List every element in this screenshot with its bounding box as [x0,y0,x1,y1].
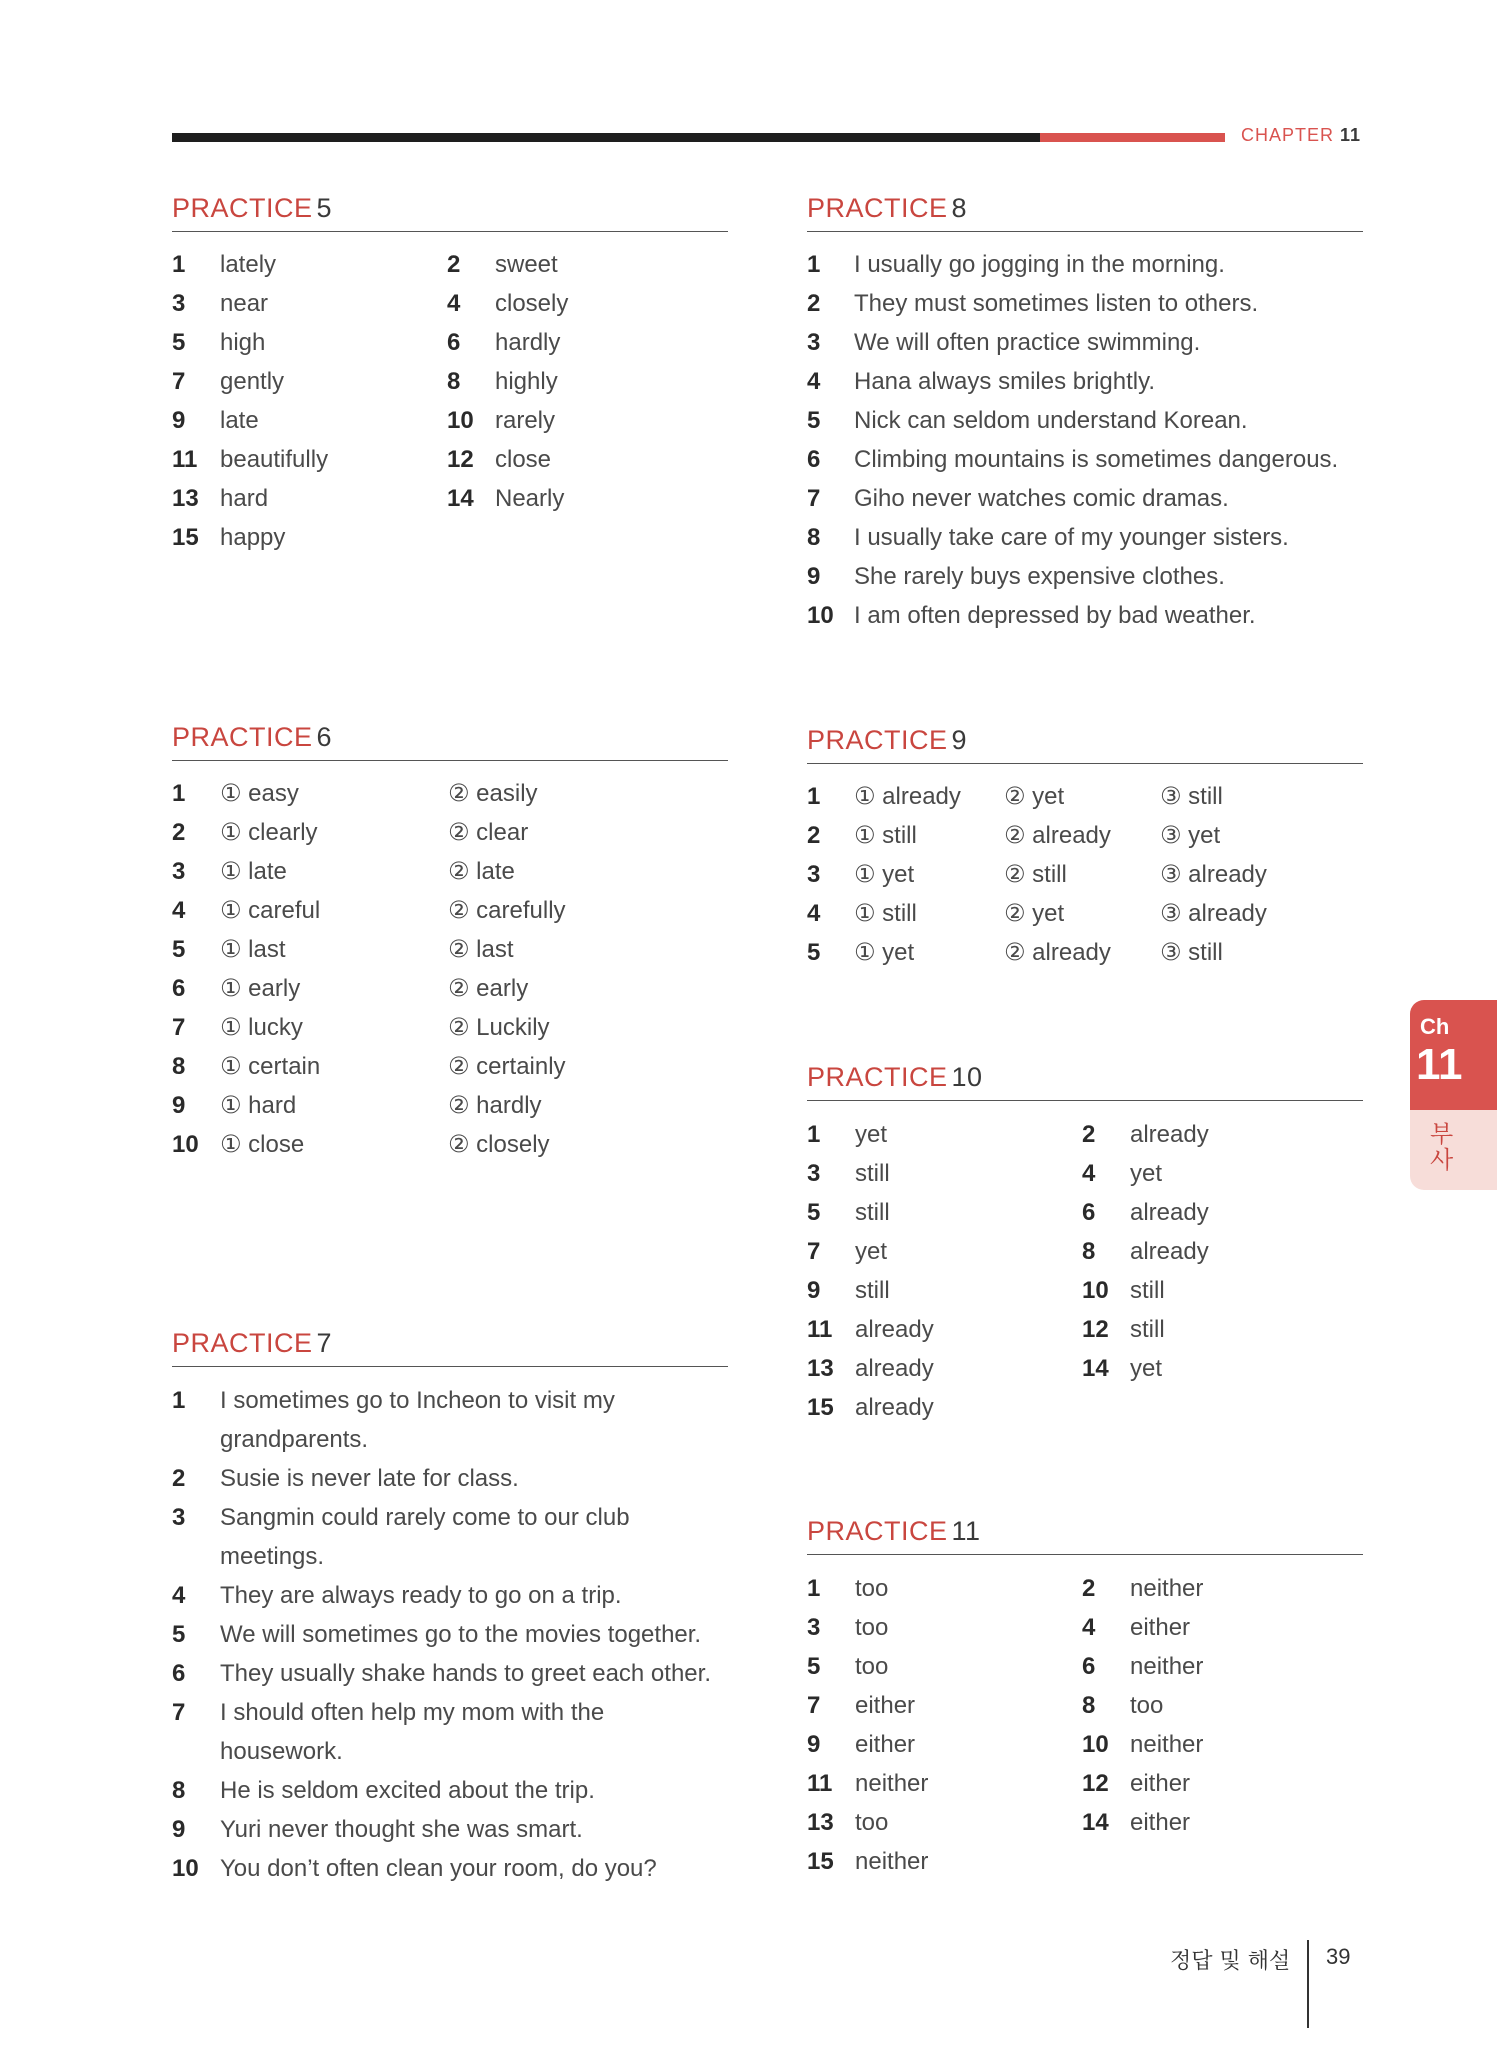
answer-text: either [855,1731,916,1758]
section-title-p10 [807,1062,983,1093]
item-number: 5 [172,329,186,356]
chapter-number: 11 [1340,125,1362,145]
choice-2: ② easily [448,780,538,807]
item-number: 11 [172,446,198,473]
item-number: 2 [807,822,821,849]
section-title-number: 5 [316,193,333,223]
answer-text: either [855,1692,916,1719]
choice-1: ① yet [854,939,915,966]
item-number: 3 [172,858,186,885]
item-number: 6 [807,446,821,473]
section-title-p5 [172,193,332,224]
sentence-line: grandparents. [220,1426,369,1453]
item-number: 1 [807,251,821,278]
item-number: 1 [807,1121,821,1148]
sentence-line: They usually shake hands to greet each other. [220,1660,711,1687]
item-number: 9 [172,1816,186,1843]
item-number: 1 [172,251,186,278]
answer-text: already [1130,1121,1209,1148]
sentence-line: I sometimes go to Incheon to visit my [220,1387,615,1414]
section-title-p11 [807,1516,981,1547]
answer-text: neither [1130,1731,1204,1758]
item-number: 6 [447,329,461,356]
choice-3: ③ still [1160,939,1223,966]
choice-2: ② clear [448,819,529,846]
answer-text: already [855,1355,934,1382]
item-number: 5 [807,1653,821,1680]
chapter-tab-ch: Ch [1420,1014,1450,1039]
item-number: 6 [1082,1199,1096,1226]
choice-1: ① last [220,936,286,963]
answer-text: high [220,329,266,356]
choice-2: ② closely [448,1131,550,1158]
choice-1: ① hard [220,1092,297,1119]
item-number: 2 [1082,1121,1096,1148]
sentence: She rarely buys expensive clothes. [854,563,1225,590]
section-title-number: 7 [316,1328,333,1358]
section-title-number: 9 [951,725,968,755]
answer-text: beautifully [220,446,329,473]
header-bar-dark [172,133,1040,142]
sentence: They must sometimes listen to others. [854,290,1259,317]
choice-3: ③ yet [1160,822,1221,849]
choice-2: ② certainly [448,1053,566,1080]
item-number: 8 [172,1053,186,1080]
section-rule-p8 [807,231,1363,232]
choice-2: ② yet [1004,900,1065,927]
answer-text: still [855,1199,890,1226]
choice-2: ② already [1004,822,1111,849]
section-title-number: 8 [951,193,968,223]
choice-1: ① early [220,975,301,1002]
item-number: 9 [807,1731,821,1758]
sentence-line: You don’t often clean your room, do you? [220,1855,657,1882]
item-number: 8 [172,1777,186,1804]
sentence-line: Yuri never thought she was smart. [220,1816,583,1843]
sentence-line: We will sometimes go to the movies together. [220,1621,702,1648]
answer-text: closely [495,290,569,317]
answer-text: yet [1130,1355,1163,1382]
item-number: 14 [1082,1355,1109,1382]
answer-text: already [855,1394,934,1421]
item-number: 15 [807,1848,834,1875]
item-number: 1 [172,780,186,807]
answer-text: already [1130,1238,1209,1265]
answer-text: neither [1130,1653,1204,1680]
item-number: 9 [807,1277,821,1304]
item-number: 10 [1082,1277,1109,1304]
answer-text: still [1130,1316,1165,1343]
item-number: 4 [172,1582,186,1609]
choice-1: ① easy [220,780,299,807]
answer-text: either [1130,1809,1191,1836]
sentence: I am often depressed by bad weather. [854,602,1256,629]
item-number: 11 [807,1316,833,1343]
item-number: 3 [172,290,186,317]
choice-2: ② late [448,858,515,885]
section-title-number: 10 [951,1062,983,1092]
answer-text: still [1130,1277,1165,1304]
section-rule-p5 [172,231,728,232]
section-rule-p11 [807,1554,1363,1555]
choice-2: ② already [1004,939,1111,966]
item-number: 9 [172,1092,186,1119]
item-number: 1 [807,783,821,810]
choice-3: ③ already [1160,861,1267,888]
footer-label: 정답 및 해설 [1170,1949,1291,1974]
sentence: Giho never watches comic dramas. [854,485,1229,512]
choice-2: ② still [1004,861,1067,888]
item-number: 6 [172,1660,186,1687]
chapter-label [1241,125,1361,146]
item-number: 3 [807,329,821,356]
section-rule-p7 [172,1366,728,1367]
section-title-word: PRACTICE [807,1516,948,1546]
choice-2: ② carefully [448,897,566,924]
answer-text: rarely [495,407,556,434]
footer-divider [1307,1940,1309,2028]
sentence: Climbing mountains is sometimes dangerous. [854,446,1339,473]
section-title-word: PRACTICE [172,722,313,752]
sentence-line: housework. [220,1738,343,1765]
section-title-p8 [807,193,967,224]
sentence: Nick can seldom understand Korean. [854,407,1248,434]
item-number: 12 [1082,1316,1109,1343]
item-number: 11 [807,1770,833,1797]
sentence-line: He is seldom excited about the trip. [220,1777,595,1804]
answer-text: yet [1130,1160,1163,1187]
section-title-word: PRACTICE [172,193,313,223]
choice-1: ① clearly [220,819,318,846]
item-number: 1 [172,1387,186,1414]
answer-text: already [855,1316,934,1343]
item-number: 10 [807,602,834,629]
choice-1: ① certain [220,1053,321,1080]
item-number: 3 [172,1504,186,1531]
section-title-word: PRACTICE [172,1328,313,1358]
choice-1: ① careful [220,897,321,924]
page-number: 39 [1326,1944,1351,1969]
sentence: I usually go jogging in the morning. [854,251,1225,278]
answer-text: lately [220,251,277,278]
choice-1: ① yet [854,861,915,888]
item-number: 5 [807,407,821,434]
item-number: 7 [807,1692,821,1719]
item-number: 5 [807,939,821,966]
sentence-line: meetings. [220,1543,325,1570]
chapter-tab-topic-1: 부 [1430,1120,1454,1148]
item-number: 6 [1082,1653,1096,1680]
item-number: 2 [172,819,186,846]
section-rule-p6 [172,760,728,761]
item-number: 13 [807,1355,834,1382]
item-number: 8 [1082,1238,1096,1265]
choice-1: ① late [220,858,287,885]
answer-text: too [855,1614,889,1641]
item-number: 2 [807,290,821,317]
item-number: 5 [807,1199,821,1226]
item-number: 4 [807,368,821,395]
answer-text: either [1130,1614,1191,1641]
item-number: 4 [807,900,821,927]
item-number: 10 [172,1855,199,1882]
sentence-line: Susie is never late for class. [220,1465,519,1492]
section-title-p6 [172,722,332,753]
item-number: 14 [1082,1809,1109,1836]
sentence-line: They are always ready to go on a trip. [220,1582,622,1609]
chapter-tab-subtitle-bg [1410,1110,1497,1190]
section-rule-p9 [807,763,1363,764]
answer-text: still [855,1160,890,1187]
answer-text: happy [220,524,286,551]
answer-text: neither [855,1848,929,1875]
item-number: 7 [172,368,186,395]
item-number: 8 [807,524,821,551]
item-number: 3 [807,1160,821,1187]
section-title-word: PRACTICE [807,1062,948,1092]
item-number: 4 [1082,1160,1096,1187]
chapter-word: CHAPTER [1241,125,1335,145]
item-number: 8 [1082,1692,1096,1719]
chapter-tab-topic-2: 사 [1430,1146,1454,1174]
item-number: 6 [172,975,186,1002]
answer-text: too [855,1809,889,1836]
item-number: 10 [1082,1731,1109,1758]
item-number: 10 [447,407,474,434]
item-number: 7 [807,1238,821,1265]
choice-1: ① still [854,822,917,849]
item-number: 4 [172,897,186,924]
answer-text: yet [855,1121,888,1148]
item-number: 8 [447,368,461,395]
item-number: 9 [807,563,821,590]
choice-2: ② hardly [448,1092,542,1119]
answer-text: neither [855,1770,929,1797]
section-title-number: 11 [951,1516,981,1546]
answer-text: either [1130,1770,1191,1797]
item-number: 3 [807,1614,821,1641]
answer-text: highly [495,368,558,395]
sentence: I usually take care of my younger sisters. [854,524,1289,551]
section-rule-p10 [807,1100,1363,1101]
answer-text: close [495,446,552,473]
answer-text: hardly [495,329,561,356]
choice-3: ③ already [1160,900,1267,927]
answer-text: hard [220,485,269,512]
answer-text: too [855,1575,889,1602]
item-number: 12 [1082,1770,1109,1797]
header-bar-accent [1040,133,1225,142]
item-number: 2 [1082,1575,1096,1602]
answer-text: Nearly [495,485,565,512]
item-number: 7 [172,1699,186,1726]
sentence: We will often practice swimming. [854,329,1201,356]
answer-text: still [855,1277,890,1304]
choice-1: ① lucky [220,1014,303,1041]
answer-text: gently [220,368,285,395]
sentence-line: I should often help my mom with the [220,1699,605,1726]
item-number: 2 [447,251,461,278]
sentence: Hana always smiles brightly. [854,368,1155,395]
answer-text: late [220,407,259,434]
item-number: 14 [447,485,474,512]
item-number: 13 [172,485,199,512]
item-number: 3 [807,861,821,888]
item-number: 5 [172,1621,186,1648]
answer-text: neither [1130,1575,1204,1602]
section-title-word: PRACTICE [807,725,948,755]
section-title-number: 6 [316,722,333,752]
choice-2: ② last [448,936,514,963]
item-number: 10 [172,1131,199,1158]
item-number: 15 [807,1394,834,1421]
item-number: 2 [172,1465,186,1492]
answer-text: too [855,1653,889,1680]
choice-2: ② Luckily [448,1014,550,1041]
choice-2: ② yet [1004,783,1065,810]
answer-text: already [1130,1199,1209,1226]
answer-text: too [1130,1692,1164,1719]
section-title-p7 [172,1328,332,1359]
section-title-word: PRACTICE [807,193,948,223]
choice-1: ① still [854,900,917,927]
chapter-tab-number: 11 [1416,1040,1463,1089]
item-number: 7 [807,485,821,512]
sentence-line: Sangmin could rarely come to our club [220,1504,630,1531]
item-number: 4 [1082,1614,1096,1641]
item-number: 7 [172,1014,186,1041]
choice-1: ① close [220,1131,305,1158]
choice-2: ② early [448,975,529,1002]
item-number: 4 [447,290,461,317]
answer-text: sweet [495,251,558,278]
item-number: 13 [807,1809,834,1836]
choice-1: ① already [854,783,961,810]
answer-text: near [220,290,269,317]
item-number: 15 [172,524,199,551]
item-number: 9 [172,407,186,434]
item-number: 12 [447,446,474,473]
item-number: 5 [172,936,186,963]
section-title-p9 [807,725,967,756]
choice-3: ③ still [1160,783,1223,810]
answer-text: yet [855,1238,888,1265]
item-number: 1 [807,1575,821,1602]
